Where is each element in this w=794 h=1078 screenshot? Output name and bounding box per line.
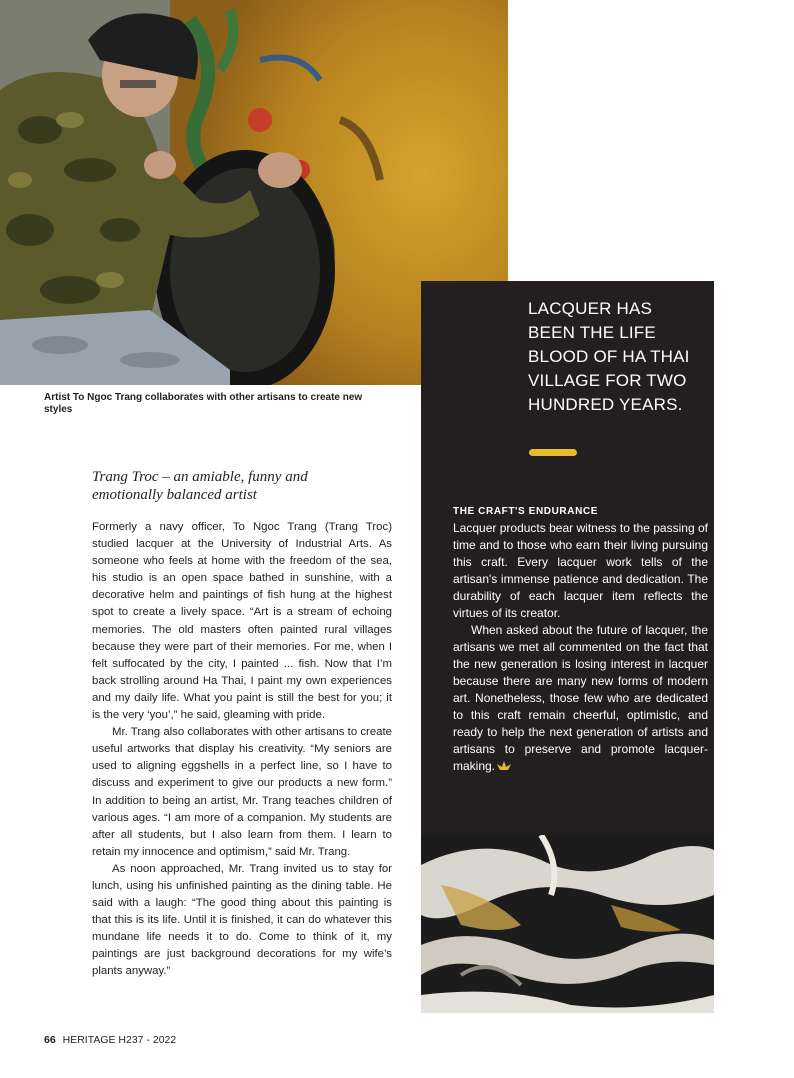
article-paragraph: As noon approached, Mr. Trang invited us to stay for lunch, using his unfinished painting as the dining table. He said with a laugh: “The good thing about this painting is that this is its life. Until it is finished, it can do whatever this mundane life needs it to do. Come to think of it, my paintings are just background decorations for my wife’s plants anyway.” (92, 862, 392, 978)
article-body (92, 519, 392, 981)
sidebar-paragraph: Lacquer products bear witness to the passing of time and to those who earn their living pursuing this craft. Every lacquer work tells of the artisan's immense patience and dedication. The durability of each lacquer item reflects the virtues of its creator. (453, 521, 708, 620)
page-number: 66 (44, 1034, 56, 1046)
pull-quote: LACQUER HAS BEEN THE LIFE BLOOD OF HA THAI VILLAGE FOR TWO HUNDRED YEARS. (528, 299, 690, 414)
publication-name: HERITAGE H237 - 2022 (62, 1034, 177, 1046)
sidebar-text (453, 520, 708, 775)
sidebar-paragraph-text: When asked about the future of lacquer, the artisans we met all commented on the fact that the new generation is losing interest in lacquer because there are many new forms of modern art. Nonetheless, those few who are dedicated to this craft remain cheerful, optimistic, and ready to help the next generation of artists and artisans to preserve and promote lacquer-making. (453, 623, 708, 773)
article-subtitle: Trang Troc – an amiable, funny and emotionally balanced artist (92, 469, 308, 503)
photo-caption: Artist To Ngoc Trang collaborates with other artisans to create new styles (44, 392, 363, 415)
lacquer-artwork-illustration (421, 835, 714, 1013)
sidebar-heading: THE CRAFT'S ENDURANCE (453, 506, 598, 517)
lotus-end-mark-icon (497, 761, 511, 770)
page-footer (44, 1034, 176, 1046)
article-paragraph: Mr. Trang also collaborates with other artisans to create useful artworks that display his creativity. “My seniors are used to aligning eggshells in a perfect line, so I have to discuss and experiment to give our products a new form.” In addition to being an artist, Mr. Trang teaches children of various ages. “I am more of a companion. My students are after all students, but I also learn from them. I learn to retain my innocence and optimism,” said Mr. Trang. (92, 726, 392, 858)
lacquer-artwork-photo (421, 835, 714, 1013)
pull-quote-accent-bar (529, 449, 577, 456)
sidebar-paragraph (453, 622, 708, 775)
article-paragraph: Formerly a navy officer, To Ngoc Trang (Trang Troc) studied lacquer at the University of Industrial Arts. As someone who feels at home with the freedom of the sea, his studio is an open space bathed in sunshine, with a decorative helm and paintings of fish hung at the highest spot to create a lively space. “Art is a stream of echoing memories. The old masters often painted rural villages because they were part of their memories. For me, when I felt suffocated by the city, I painted ... fish. Now that I’m back strolling around Ha Thai, I paint my own experiences and my daily life. What you paint is still the best for you; it is the very ‘you’,” he said, gleaming with pride. (92, 521, 392, 722)
